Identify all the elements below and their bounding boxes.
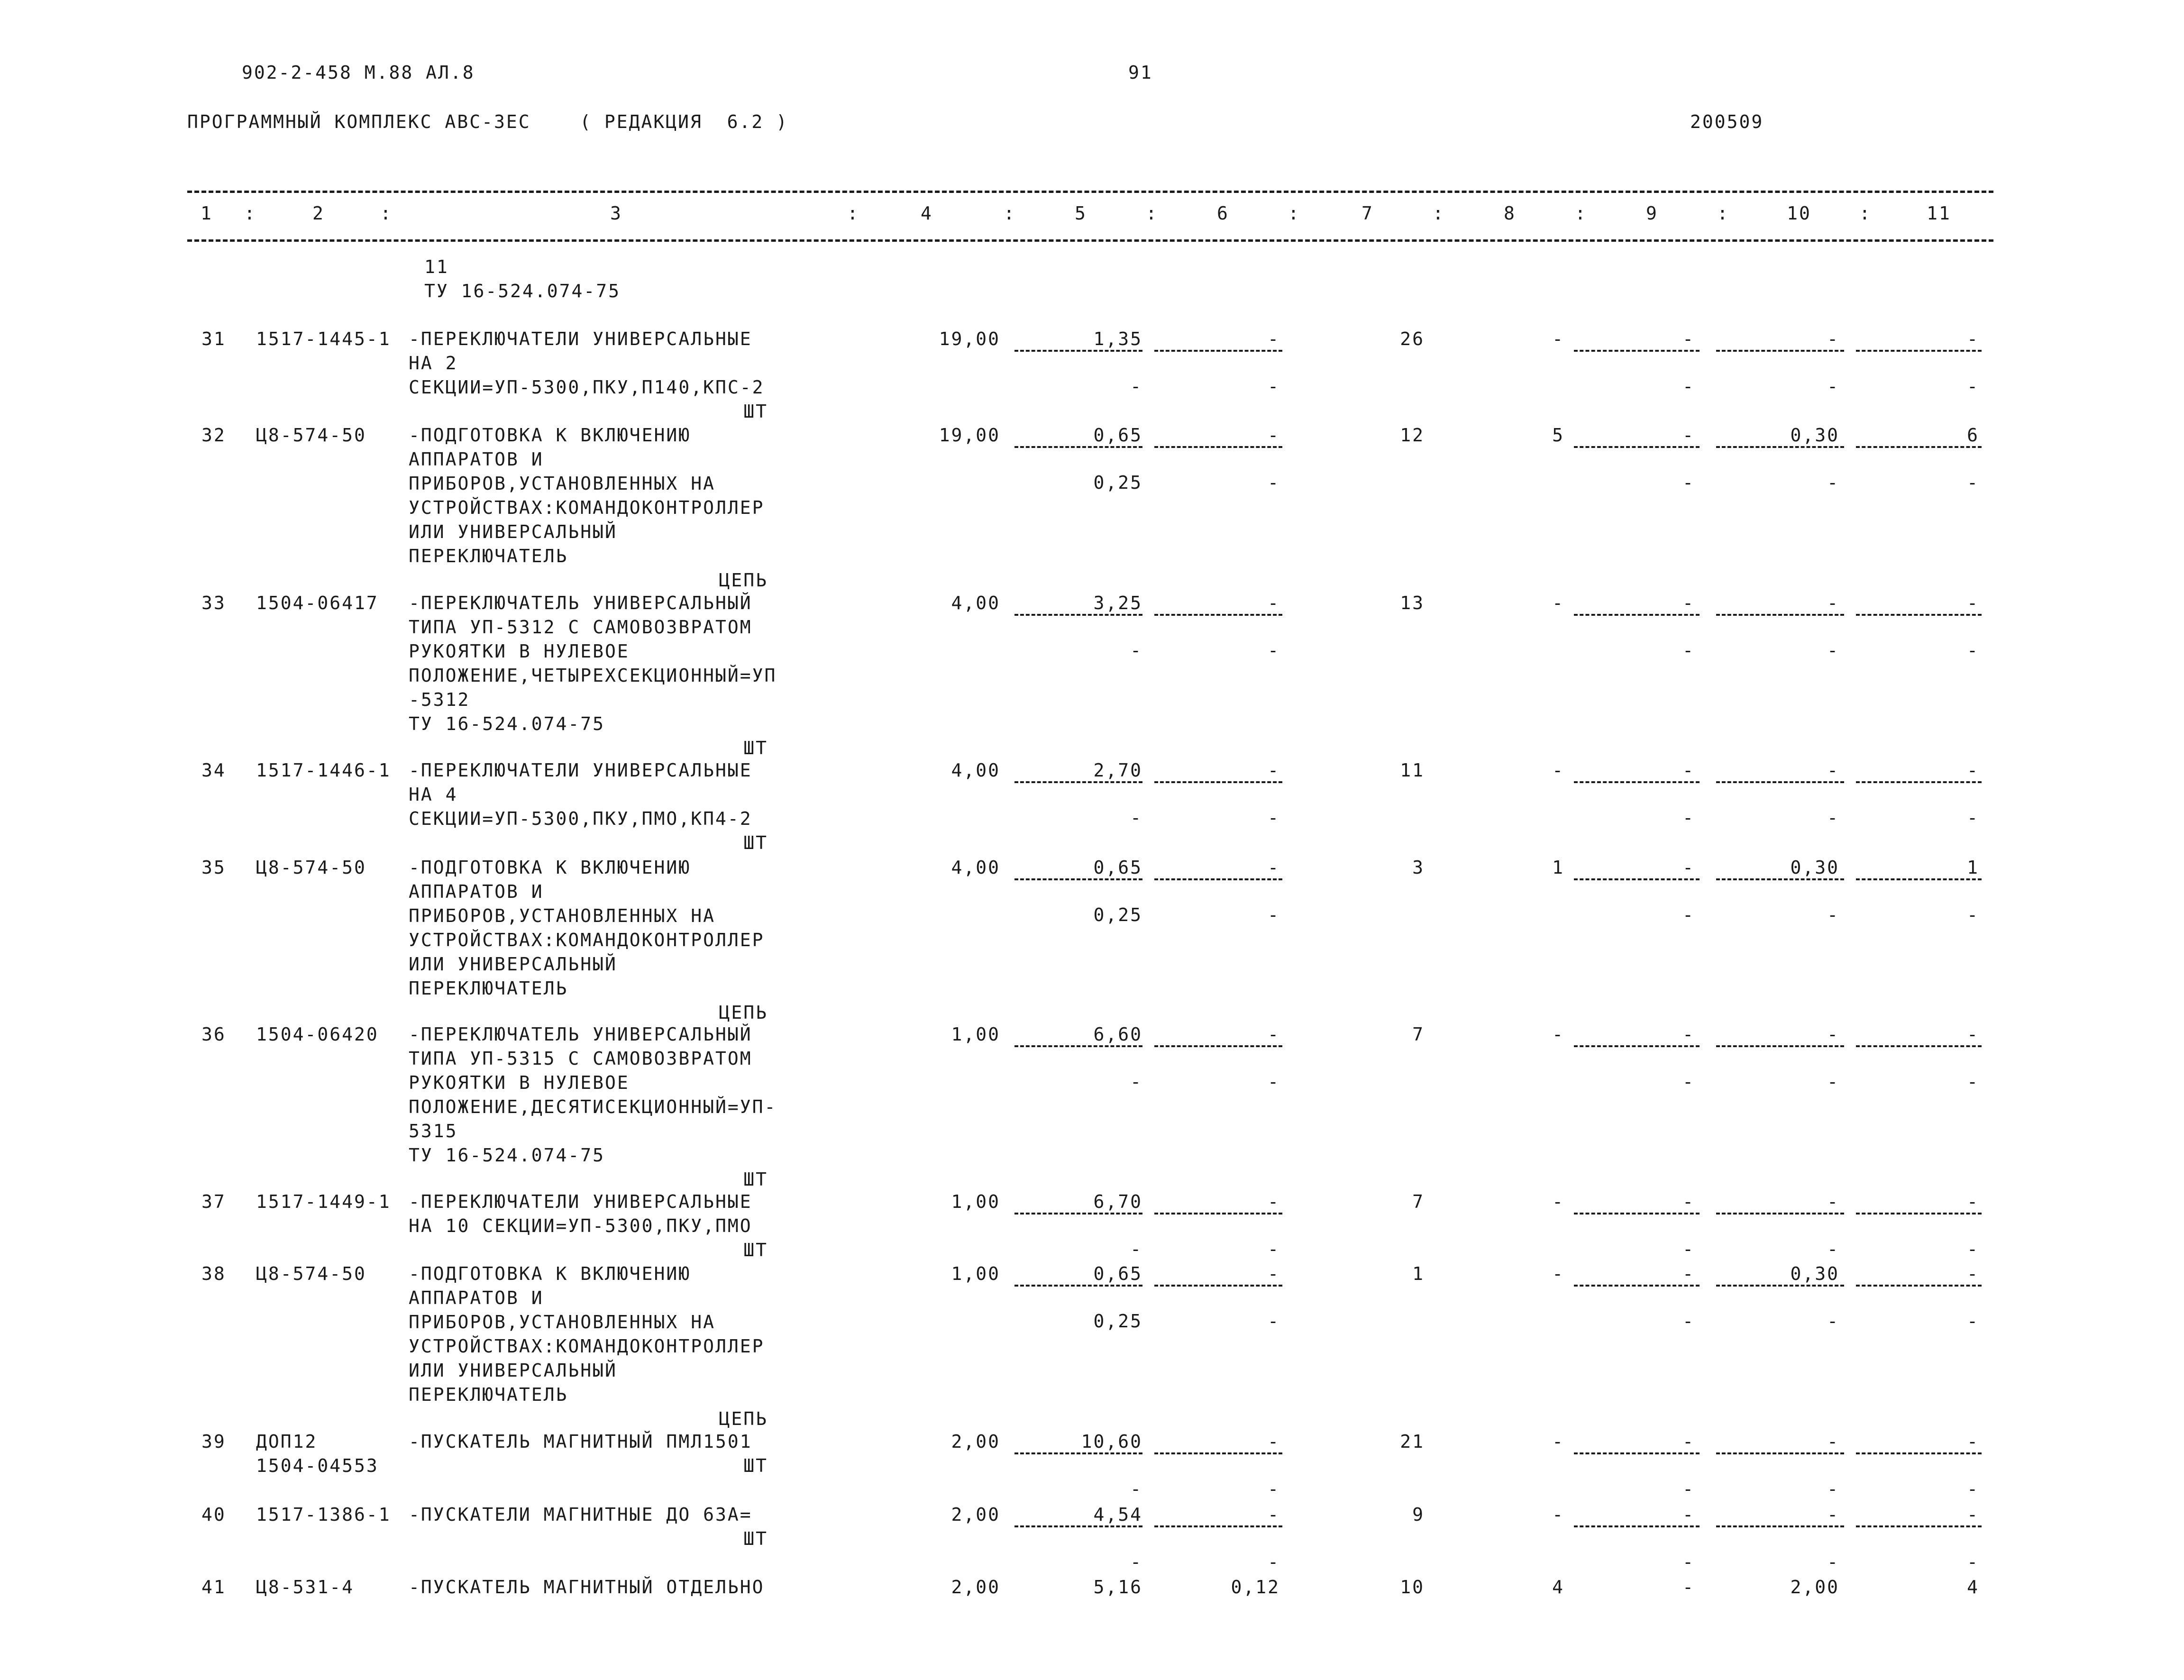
cell-col8: 1	[1552, 857, 1564, 878]
row-code: Ц8-531-4	[256, 1577, 355, 1598]
row-description-line: УСТРОЙСТВАХ:КОМАНДОКОНТРОЛЛЕР	[409, 930, 765, 950]
cell-divider	[1856, 1452, 1982, 1454]
row-number: 35	[201, 857, 226, 878]
column-number-2: 2	[312, 203, 325, 224]
cell-col11-secondary: -	[1967, 904, 1979, 925]
cell-total-cost: 10	[1400, 1577, 1425, 1598]
cell-divider	[1716, 878, 1844, 880]
row-description-line: РУКОЯТКИ В НУЛЕВОЕ	[409, 1072, 630, 1093]
row-number: 31	[201, 329, 226, 349]
column-number-1: 1	[201, 203, 213, 224]
cell-total-cost: 9	[1412, 1504, 1425, 1525]
cell-col10-secondary: -	[1827, 1311, 1839, 1332]
cell-col6-secondary: -	[1268, 1071, 1280, 1092]
column-separator: :	[1717, 203, 1729, 224]
cell-divider	[1716, 350, 1844, 352]
row-description-line: ТИПА УП-5315 С САМОВОЗВРАТОМ	[409, 1048, 752, 1069]
cell-col11: 6	[1967, 425, 1979, 446]
cell-divider	[1856, 1525, 1982, 1527]
cell-divider	[1574, 781, 1700, 783]
cell-col6-secondary: -	[1268, 1239, 1280, 1260]
row-description-line: ТУ 16-524.074-75	[409, 713, 605, 734]
cell-col10: 0,30	[1790, 1263, 1839, 1284]
cell-col9-secondary: -	[1682, 1071, 1695, 1092]
cell-col11-secondary: -	[1967, 807, 1979, 828]
cell-divider	[1154, 1285, 1282, 1287]
cell-divider	[1014, 781, 1142, 783]
cell-unit-cost: 4,54	[1093, 1504, 1142, 1525]
cell-unit-cost-secondary: 0,25	[1093, 1311, 1142, 1332]
cell-col6: -	[1268, 1504, 1280, 1525]
document-code: 902-2-458 М.88 АЛ.8	[242, 62, 475, 83]
cell-col11: 1	[1967, 857, 1979, 878]
column-number-6: 6	[1217, 203, 1229, 224]
cell-divider	[1154, 1213, 1282, 1214]
cell-quantity: 2,00	[951, 1431, 1000, 1452]
row-number: 34	[201, 760, 226, 781]
cell-col9-secondary: -	[1682, 1311, 1695, 1332]
cell-divider	[1716, 781, 1844, 783]
column-number-8: 8	[1504, 203, 1516, 224]
row-description-line: ИЛИ УНИВЕРСАЛЬНЫЙ	[409, 1360, 617, 1381]
row-description-line: -ПЕРЕКЛЮЧАТЕЛИ УНИВЕРСАЛЬНЫЕ	[409, 329, 752, 349]
row-code: Ц8-574-50	[256, 425, 366, 446]
cell-col11: -	[1967, 1024, 1979, 1045]
cell-col9: -	[1682, 1504, 1695, 1525]
cell-quantity: 4,00	[951, 593, 1000, 613]
cell-unit-cost-secondary: 0,25	[1093, 472, 1142, 493]
cell-unit-cost: 0,65	[1093, 1263, 1142, 1284]
column-separator: :	[847, 203, 859, 224]
cell-divider	[1014, 1452, 1142, 1454]
row-description-line: -ПЕРЕКЛЮЧАТЕЛИ УНИВЕРСАЛЬНЫЕ	[409, 1191, 752, 1212]
cell-divider	[1014, 1285, 1142, 1287]
cell-divider	[1716, 446, 1844, 448]
page-number: 91	[1128, 62, 1153, 83]
row-unit: ШТ	[743, 1169, 768, 1190]
cell-col11-secondary: -	[1967, 472, 1979, 493]
cell-divider	[1014, 878, 1142, 880]
row-description-line: СЕКЦИИ=УП-5300,ПКУ,П140,КПС-2	[409, 377, 765, 398]
cell-unit-cost-secondary: -	[1130, 1239, 1142, 1260]
cell-unit-cost-secondary: -	[1130, 1479, 1142, 1499]
cell-divider	[1716, 1525, 1844, 1527]
cell-col10-secondary: -	[1827, 640, 1839, 661]
cell-col8: -	[1552, 329, 1564, 349]
row-unit: ШТ	[743, 1240, 768, 1260]
cell-divider	[1856, 350, 1982, 352]
cell-divider	[1856, 1213, 1982, 1214]
cell-total-cost: 7	[1412, 1191, 1425, 1212]
cell-col10-secondary: -	[1827, 1479, 1839, 1499]
row-code: Ц8-574-50	[256, 857, 366, 878]
row-description-line: -ПОДГОТОВКА К ВКЛЮЧЕНИЮ	[409, 1263, 691, 1284]
cell-divider	[1154, 878, 1282, 880]
cell-col10: -	[1827, 329, 1839, 349]
cell-quantity: 2,00	[951, 1577, 1000, 1598]
cell-divider	[1856, 446, 1982, 448]
column-number-10: 10	[1787, 203, 1811, 224]
table-header-rule	[187, 239, 1993, 242]
cell-col9: -	[1682, 1263, 1695, 1284]
cell-total-cost: 13	[1400, 593, 1425, 613]
cell-col10-secondary: -	[1827, 1552, 1839, 1572]
cell-col9: -	[1682, 760, 1695, 781]
cell-unit-cost-secondary: -	[1130, 640, 1142, 661]
row-number: 40	[201, 1504, 226, 1525]
row-description-line: ИЛИ УНИВЕРСАЛЬНЫЙ	[409, 521, 617, 542]
row-description-line: ПОЛОЖЕНИЕ,ЧЕТЫРЕХСЕКЦИОННЫЙ=УП	[409, 665, 777, 686]
column-number-7: 7	[1362, 203, 1374, 224]
cell-col9-secondary: -	[1682, 807, 1695, 828]
table-top-rule	[187, 191, 1993, 193]
row-code: 1504-06420	[256, 1024, 379, 1045]
column-separator: :	[1433, 203, 1445, 224]
cell-col11-secondary: -	[1967, 1552, 1979, 1572]
column-number-5: 5	[1075, 203, 1087, 224]
cell-col6: -	[1268, 593, 1280, 613]
cell-unit-cost-secondary: -	[1130, 376, 1142, 397]
cell-col9: -	[1682, 329, 1695, 349]
row-description-line: УСТРОЙСТВАХ:КОМАНДОКОНТРОЛЛЕР	[409, 1336, 765, 1357]
cell-col9-secondary: -	[1682, 1479, 1695, 1499]
row-number: 32	[201, 425, 226, 446]
cell-total-cost: 3	[1412, 857, 1425, 878]
cell-unit-cost: 2,70	[1093, 760, 1142, 781]
cell-col10: -	[1827, 1504, 1839, 1525]
cell-col11: -	[1967, 1504, 1979, 1525]
cell-divider	[1154, 781, 1282, 783]
row-description-line: -ПЕРЕКЛЮЧАТЕЛЬ УНИВЕРСАЛЬНЫЙ	[409, 1024, 752, 1045]
row-description-line: СЕКЦИИ=УП-5300,ПКУ,ПМО,КП4-2	[409, 808, 752, 829]
cell-col6: -	[1268, 1263, 1280, 1284]
row-unit: ЦЕПЬ	[719, 1002, 768, 1023]
row-description-line: -ПУСКАТЕЛИ МАГНИТНЫЕ ДО 63А=	[409, 1504, 752, 1525]
cell-col8: -	[1552, 1431, 1564, 1452]
row-code: 1517-1386-1	[256, 1504, 391, 1525]
row-unit: ЦЕПЬ	[719, 1408, 768, 1429]
cell-col6: -	[1268, 1024, 1280, 1045]
carry-over-line: 11	[424, 256, 449, 277]
cell-quantity: 4,00	[951, 857, 1000, 878]
cell-quantity: 1,00	[951, 1191, 1000, 1212]
row-description-line: ПЕРЕКЛЮЧАТЕЛЬ	[409, 546, 568, 566]
cell-col8: 4	[1552, 1577, 1564, 1598]
cell-col10-secondary: -	[1827, 1239, 1839, 1260]
cell-col6-secondary: -	[1268, 1311, 1280, 1332]
row-description-line: АППАРАТОВ И	[409, 881, 544, 902]
cell-col8: -	[1552, 760, 1564, 781]
cell-col6: -	[1268, 425, 1280, 446]
cell-col11-secondary: -	[1967, 640, 1979, 661]
cell-divider	[1574, 1452, 1700, 1454]
cell-unit-cost-secondary: -	[1130, 807, 1142, 828]
cell-col8: -	[1552, 1263, 1564, 1284]
cell-col11-secondary: -	[1967, 1311, 1979, 1332]
column-number-9: 9	[1646, 203, 1658, 224]
cell-col10-secondary: -	[1827, 807, 1839, 828]
carry-over-line: ТУ 16-524.074-75	[424, 281, 621, 301]
cell-total-cost: 11	[1400, 760, 1425, 781]
cell-col10: -	[1827, 760, 1839, 781]
cell-divider	[1716, 1452, 1844, 1454]
column-separator: :	[1575, 203, 1587, 224]
cell-col9: -	[1682, 1577, 1695, 1598]
row-code: Ц8-574-50	[256, 1263, 366, 1284]
cell-col6: -	[1268, 329, 1280, 349]
row-description-line: ПРИБОРОВ,УСТАНОВЛЕННЫХ НА	[409, 473, 715, 494]
cell-col11: 4	[1967, 1577, 1979, 1598]
row-description-line: -ПЕРЕКЛЮЧАТЕЛЬ УНИВЕРСАЛЬНЫЙ	[409, 593, 752, 613]
cell-quantity: 2,00	[951, 1504, 1000, 1525]
cell-divider	[1014, 614, 1142, 616]
row-description-line: 5315	[409, 1121, 458, 1141]
cell-col9: -	[1682, 1024, 1695, 1045]
row-description-line: АППАРАТОВ И	[409, 1287, 544, 1308]
cell-col6: -	[1268, 1431, 1280, 1452]
cell-col8: -	[1552, 1024, 1564, 1045]
cell-col11: -	[1967, 760, 1979, 781]
row-description-line: УСТРОЙСТВАХ:КОМАНДОКОНТРОЛЛЕР	[409, 497, 765, 518]
cell-col10: 0,30	[1790, 857, 1839, 878]
cell-col6-secondary: -	[1268, 807, 1280, 828]
row-description-line: ПРИБОРОВ,УСТАНОВЛЕННЫХ НА	[409, 1312, 715, 1333]
row-description-line: ПЕРЕКЛЮЧАТЕЛЬ	[409, 978, 568, 999]
row-description-line: НА 10 СЕКЦИИ=УП-5300,ПКУ,ПМО	[409, 1215, 752, 1236]
cell-col10-secondary: -	[1827, 376, 1839, 397]
column-separator: :	[1004, 203, 1016, 224]
cell-quantity: 19,00	[939, 425, 1000, 446]
cell-col6: 0,12	[1231, 1577, 1280, 1598]
cell-col11-secondary: -	[1967, 1071, 1979, 1092]
cell-col11: -	[1967, 329, 1979, 349]
cell-col9: -	[1682, 593, 1695, 613]
row-unit: ШТ	[743, 1455, 768, 1476]
cell-col10-secondary: -	[1827, 472, 1839, 493]
cell-col6: -	[1268, 1191, 1280, 1212]
cell-divider	[1014, 350, 1142, 352]
cell-unit-cost-secondary: -	[1130, 1071, 1142, 1092]
row-number: 33	[201, 593, 226, 613]
cell-divider	[1856, 1045, 1982, 1047]
row-description-line: ТУ 16-524.074-75	[409, 1145, 605, 1166]
cell-total-cost: 21	[1400, 1431, 1425, 1452]
row-description-line: -ПЕРЕКЛЮЧАТЕЛИ УНИВЕРСАЛЬНЫЕ	[409, 760, 752, 781]
cell-col11: -	[1967, 593, 1979, 613]
cell-col9-secondary: -	[1682, 472, 1695, 493]
cell-quantity: 1,00	[951, 1024, 1000, 1045]
cell-divider	[1154, 1045, 1282, 1047]
cell-divider	[1574, 1525, 1700, 1527]
cell-col10: 2,00	[1790, 1577, 1839, 1598]
row-description-line: ИЛИ УНИВЕРСАЛЬНЫЙ	[409, 954, 617, 975]
cell-divider	[1716, 1213, 1844, 1214]
cell-col11-secondary: -	[1967, 1479, 1979, 1499]
cell-divider	[1856, 614, 1982, 616]
cell-col10: 0,30	[1790, 425, 1839, 446]
cell-col8: -	[1552, 1191, 1564, 1212]
cell-unit-cost: 3,25	[1093, 593, 1142, 613]
row-description-line: ПРИБОРОВ,УСТАНОВЛЕННЫХ НА	[409, 905, 715, 926]
cell-col8: -	[1552, 1504, 1564, 1525]
cell-unit-cost: 5,16	[1093, 1577, 1142, 1598]
document-number: 200509	[1690, 111, 1764, 132]
cell-divider	[1574, 878, 1700, 880]
row-unit: ШТ	[743, 832, 768, 853]
row-code: 1517-1449-1	[256, 1191, 391, 1212]
cell-divider	[1014, 446, 1142, 448]
column-separator: :	[1859, 203, 1872, 224]
cell-col10: -	[1827, 593, 1839, 613]
cell-quantity: 4,00	[951, 760, 1000, 781]
row-number: 37	[201, 1191, 226, 1212]
row-description-line: -5312	[409, 689, 470, 710]
cell-col8: 5	[1552, 425, 1564, 446]
cell-col11: -	[1967, 1191, 1979, 1212]
cell-unit-cost: 6,70	[1093, 1191, 1142, 1212]
cell-divider	[1154, 1525, 1282, 1527]
cell-col6-secondary: -	[1268, 904, 1280, 925]
cell-col9: -	[1682, 857, 1695, 878]
cell-col10: -	[1827, 1024, 1839, 1045]
cell-col9: -	[1682, 425, 1695, 446]
cell-unit-cost: 6,60	[1093, 1024, 1142, 1045]
cell-col11: -	[1967, 1431, 1979, 1452]
cell-divider	[1574, 1213, 1700, 1214]
row-description-line: НА 4	[409, 784, 458, 805]
row-description-line: -ПОДГОТОВКА К ВКЛЮЧЕНИЮ	[409, 857, 691, 878]
cell-divider	[1574, 614, 1700, 616]
cell-divider	[1856, 1285, 1982, 1287]
row-description-line: -ПУСКАТЕЛЬ МАГНИТНЫЙ ОТДЕЛЬНО	[409, 1577, 765, 1598]
cell-divider	[1014, 1213, 1142, 1214]
row-number: 38	[201, 1263, 226, 1284]
row-description-line: -ПУСКАТЕЛЬ МАГНИТНЫЙ ПМЛ1501	[409, 1431, 752, 1452]
cell-col10-secondary: -	[1827, 1071, 1839, 1092]
cell-col6-secondary: -	[1268, 640, 1280, 661]
cell-col9-secondary: -	[1682, 904, 1695, 925]
column-separator: :	[380, 203, 393, 224]
column-separator: :	[1288, 203, 1300, 224]
cell-col9-secondary: -	[1682, 1239, 1695, 1260]
cell-total-cost: 7	[1412, 1024, 1425, 1045]
row-description-line: ТИПА УП-5312 С САМОВОЗВРАТОМ	[409, 617, 752, 638]
cell-col10: -	[1827, 1431, 1839, 1452]
row-number: 39	[201, 1431, 226, 1452]
cell-col11: -	[1967, 1263, 1979, 1284]
program-title: ПРОГРАММНЫЙ КОМПЛЕКС АВС-3ЕС ( РЕДАКЦИЯ 6.2 )	[187, 111, 789, 132]
row-description-line: НА 2	[409, 353, 458, 374]
row-unit: ШТ	[743, 738, 768, 758]
cell-divider	[1574, 446, 1700, 448]
cell-divider	[1154, 1452, 1282, 1454]
cell-total-cost: 1	[1412, 1263, 1425, 1284]
row-code: ДОП12	[256, 1431, 318, 1452]
cell-col9-secondary: -	[1682, 640, 1695, 661]
cell-divider	[1856, 781, 1982, 783]
cell-unit-cost: 0,65	[1093, 425, 1142, 446]
row-code: 1504-06417	[256, 593, 379, 613]
cell-divider	[1154, 350, 1282, 352]
row-number: 41	[201, 1577, 226, 1598]
cell-col6-secondary: -	[1268, 1552, 1280, 1572]
cell-divider	[1716, 614, 1844, 616]
cell-unit-cost: 0,65	[1093, 857, 1142, 878]
cell-col9: -	[1682, 1431, 1695, 1452]
row-code: 1517-1446-1	[256, 760, 391, 781]
row-number: 36	[201, 1024, 226, 1045]
row-description-line: ПОЛОЖЕНИЕ,ДЕСЯТИСЕКЦИОННЫЙ=УП-	[409, 1096, 777, 1117]
cell-divider	[1716, 1045, 1844, 1047]
cell-unit-cost-secondary: 0,25	[1093, 904, 1142, 925]
column-number-3: 3	[610, 203, 622, 224]
row-unit: ЦЕПЬ	[719, 570, 768, 591]
cell-quantity: 1,00	[951, 1263, 1000, 1284]
cell-divider	[1574, 1045, 1700, 1047]
cell-col6-secondary: -	[1268, 376, 1280, 397]
column-separator: :	[244, 203, 256, 224]
cell-col9-secondary: -	[1682, 376, 1695, 397]
cell-unit-cost: 10,60	[1081, 1431, 1142, 1452]
column-number-11: 11	[1927, 203, 1951, 224]
row-description-line: АППАРАТОВ И	[409, 449, 544, 470]
cell-col10-secondary: -	[1827, 904, 1839, 925]
cell-col6-secondary: -	[1268, 472, 1280, 493]
cell-divider	[1154, 446, 1282, 448]
cell-total-cost: 26	[1400, 329, 1425, 349]
cell-col11-secondary: -	[1967, 1239, 1979, 1260]
cell-divider	[1574, 350, 1700, 352]
cell-divider	[1716, 1285, 1844, 1287]
cell-unit-cost: 1,35	[1093, 329, 1142, 349]
column-separator: :	[1146, 203, 1158, 224]
row-unit: ШТ	[743, 1528, 768, 1549]
cell-total-cost: 12	[1400, 425, 1425, 446]
cell-divider	[1856, 878, 1982, 880]
row-description-line: -ПОДГОТОВКА К ВКЛЮЧЕНИЮ	[409, 425, 691, 446]
cell-col6: -	[1268, 760, 1280, 781]
cell-col8: -	[1552, 593, 1564, 613]
row-code-secondary: 1504-04553	[256, 1455, 379, 1476]
cell-col9-secondary: -	[1682, 1552, 1695, 1572]
cell-col10: -	[1827, 1191, 1839, 1212]
row-description-line: ПЕРЕКЛЮЧАТЕЛЬ	[409, 1384, 568, 1405]
cell-divider	[1154, 614, 1282, 616]
cell-quantity: 19,00	[939, 329, 1000, 349]
cell-col11-secondary: -	[1967, 376, 1979, 397]
cell-divider	[1014, 1045, 1142, 1047]
cell-col6-secondary: -	[1268, 1479, 1280, 1499]
cell-col6: -	[1268, 857, 1280, 878]
cell-divider	[1574, 1285, 1700, 1287]
row-unit: ШТ	[743, 401, 768, 422]
cell-divider	[1014, 1525, 1142, 1527]
row-description-line: РУКОЯТКИ В НУЛЕВОЕ	[409, 641, 630, 662]
row-code: 1517-1445-1	[256, 329, 391, 349]
column-number-4: 4	[921, 203, 933, 224]
cell-col9: -	[1682, 1191, 1695, 1212]
cell-unit-cost-secondary: -	[1130, 1552, 1142, 1572]
